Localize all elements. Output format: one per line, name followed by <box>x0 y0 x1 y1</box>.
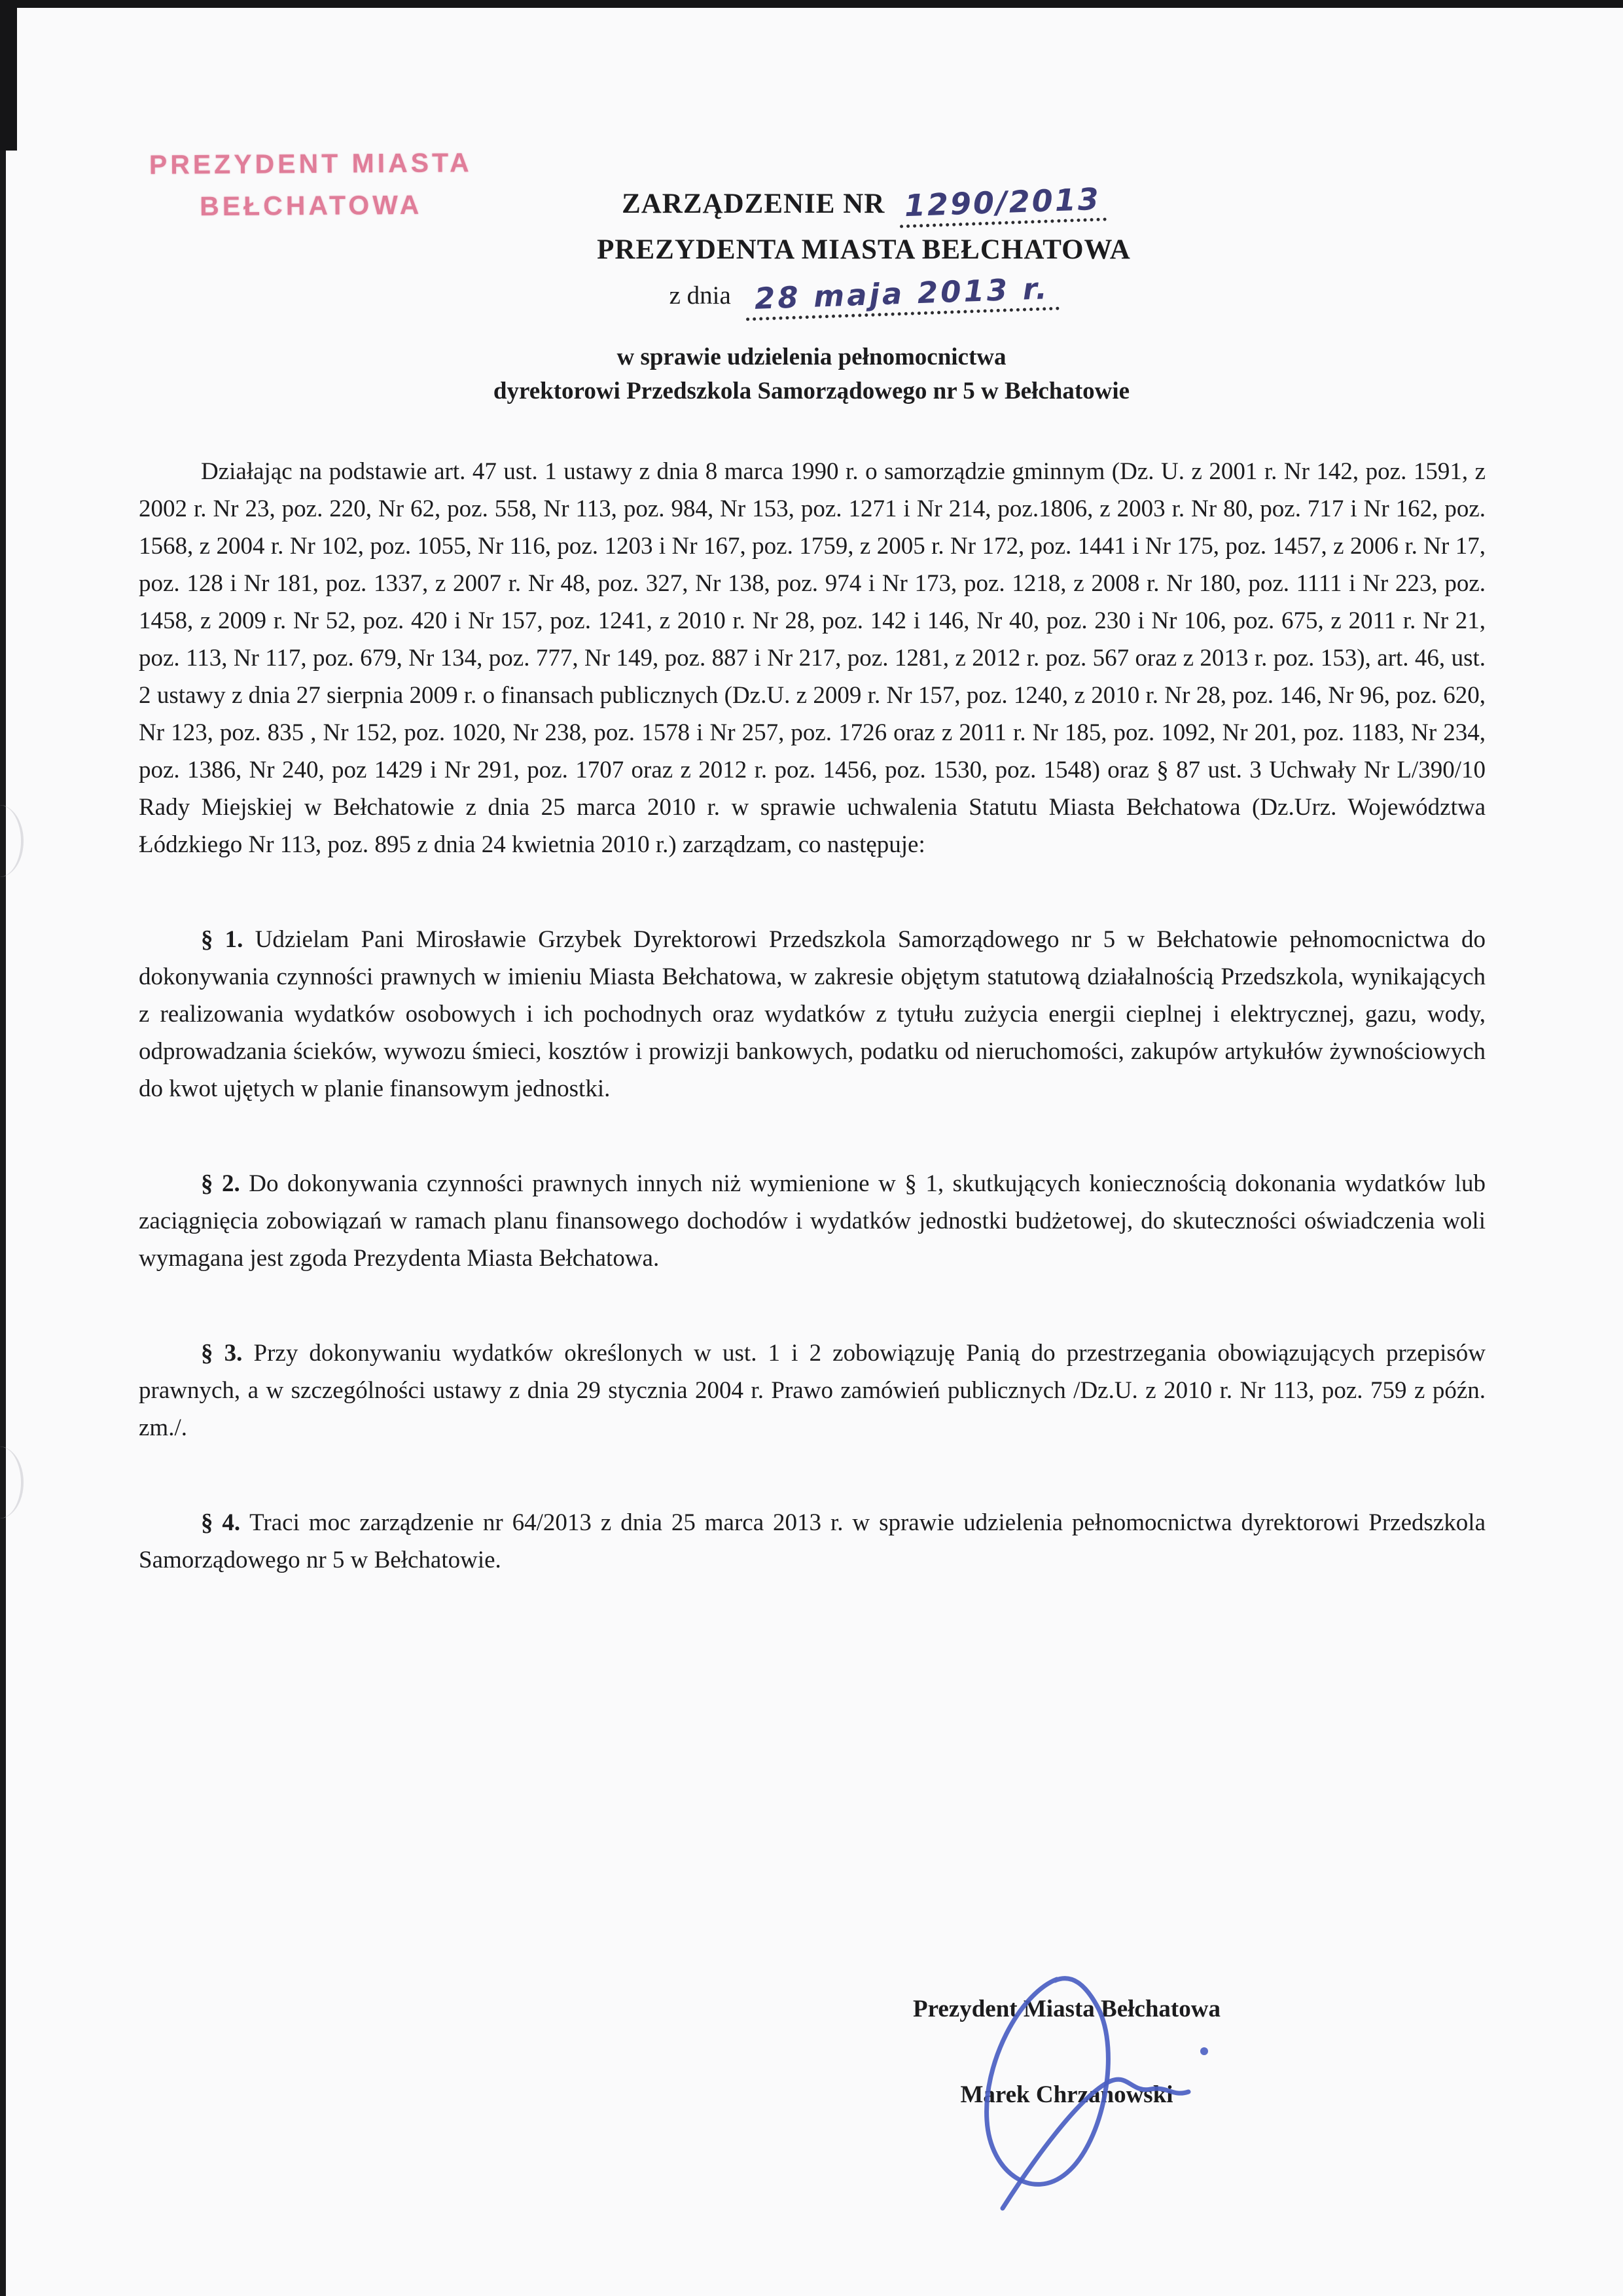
legal-basis-text: Działając na podstawie art. 47 ust. 1 ustawy z dnia 8 marca 1990 r. o samorządzie gminnym (Dz. U. z 2001 r. Nr 142, poz. 1591, z 2002 r. Nr 23, poz. 220, Nr 62, poz. 558, Nr 113, poz. 984, Nr 153, poz. 1271 i Nr 214, poz.1806, z 2003 r. Nr 80, poz. 717 i Nr 162, poz. 1568, z 2004 r. Nr 102, poz. 1055, Nr 116, poz. 1203 i Nr 167, poz. 1759, z 2005 r. Nr 172, poz. 1441 i Nr 175, poz. 1457, z 2006 r. Nr 17, poz. 128 i Nr 181, poz. 1337, z 2007 r. Nr 48, poz. 327, Nr 138, poz. 974 i Nr 173, poz. 1218, z 2008 r. Nr 180, poz. 1111 i Nr 223, poz. 1458, z 2009 r. Nr 52, poz. 420 i Nr 157, poz. 1241, z 2010 r. Nr 28, poz. 142 i 146, Nr 40, poz. 230 i Nr 106, poz. 675, z 2011 r. Nr 21, poz. 113, Nr 117, poz. 679, Nr 134, poz. 777, Nr 149, poz. 887 i Nr 217, poz. 1281, z 2012 r. poz. 567 oraz z 2013 r. poz. 153), art. 46, ust. 2 ustawy z dnia 27 sierpnia 2009 r. o finansach publicznych (Dz.U. z 2009 r. Nr 157, poz. 1240, z 2010 r. Nr 28, poz. 146, Nr 96, poz. 620, Nr 123, poz. 835 , Nr 152, poz. 1020, Nr 238, poz. 1578 i Nr 257, poz. 1726 oraz z 2011 r. Nr 185, poz. 1092, Nr 201, poz. 1183, Nr 234, poz. 1386, Nr 240, poz 1429 i Nr 291, poz. 1707 oraz z 2012 r. poz. 1456, poz. 1530, poz. 1548) oraz § 87 ust. 3 Uchwały Nr L/390/10 Rady Miejskiej w Bełchatowie z dnia 25 marca 2010 r. w sprawie uchwalenia Statutu Miasta Bełchatowa (Dz.Urz. Województwa Łódzkiego Nr 113, poz. 895 z dnia 24 kwietnia 2010 r.) zarządzam, co następuje: <box>139 458 1486 858</box>
signatory-name: Marek Chrzanowski <box>960 2081 1173 2108</box>
subject-line-1: w sprawie udzielenia pełnomocnictwa <box>616 344 1007 370</box>
section-paragraph-4 <box>139 1504 1486 1579</box>
date-prefix: z dnia <box>669 281 731 310</box>
section-text-2: Do dokonywania czynności prawnych innych niż wymienione w § 1, skutkujących koniecznością dokonania wydatków lub zaciągnięcia zobowiązań w ramach planu finansowego dochodów i wydatków jednostki budżetowej, do skuteczności oświadczenia woli wymagana jest zgoda Prezydenta Miasta Bełchatowa. <box>139 1170 1486 1272</box>
issuer-line: PREZYDENTA MIASTA BEŁCHATOWA <box>597 234 1131 265</box>
signatory-title: Prezydent Miasta Bełchatowa <box>913 1996 1221 2022</box>
section-marker-3: § 3. <box>201 1340 243 1367</box>
ordinance-title-prefix: ZARZĄDZENIE NR <box>622 188 885 219</box>
section-text-1: Udzielam Pani Mirosławie Grzybek Dyrektorowi Przedszkola Samorządowego nr 5 w Bełchatowie pełnomocnictwa do dokonywania czynności prawnych w imieniu Miasta Bełchatowa, w zakresie objętym statutową działalnością Przedszkola, wynikających z realizowania wydatków osobowych i ich pochodnych oraz wydatków z tytułu zużycia energii cieplnej i elektrycznej, gazu, wody, odprowadzania ścieków, wywozu śmieci, kosztów i prowizji bankowych, podatku od nieruchomości, zakupów artykułów żywnościowych do kwot ujętych w planie finansowym jednostki. <box>139 926 1486 1102</box>
scan-edge-corner <box>0 0 17 151</box>
date-line <box>288 271 1440 316</box>
scan-edge-top <box>0 0 1623 8</box>
document-header <box>288 181 1440 316</box>
section-paragraph-1 <box>139 921 1486 1107</box>
section-paragraph-3 <box>139 1335 1486 1446</box>
legal-basis-paragraph <box>139 453 1486 863</box>
document-body <box>139 453 1486 1579</box>
signature-block <box>838 1995 1296 2109</box>
section-marker-2: § 2. <box>201 1170 240 1197</box>
scan-artifact-arc <box>0 805 24 877</box>
subject-line-2: dyrektorowi Przedszkola Samorządowego nr 5 w Bełchatowie <box>493 378 1130 404</box>
section-paragraph-2 <box>139 1165 1486 1277</box>
scan-artifact-arc <box>0 1446 24 1518</box>
stamp-line-2: BEŁCHATOWA <box>200 189 423 222</box>
section-text-3: Przy dokonywaniu wydatków określonych w ust. 1 i 2 zobowiązuję Panią do przestrzegania obowiązujących przepisów prawnych, a w szczególności ustawy z dnia 29 stycznia 2004 r. Prawo zamówień publicznych /Dz.U. z 2010 r. Nr 113, poz. 759 z późn. zm./. <box>139 1340 1486 1441</box>
section-text-4: Traci moc zarządzenie nr 64/2013 z dnia 25 marca 2013 r. w sprawie udzielenia pełnomocnictwa dyrektorowi Przedszkola Samorządowego nr 5 w Bełchatowie. <box>139 1509 1486 1573</box>
ordinance-title-line <box>288 181 1440 224</box>
date-handwritten: 28 maja 2013 r. <box>745 271 1060 321</box>
section-marker-1: § 1. <box>201 926 243 953</box>
section-marker-4: § 4. <box>201 1509 241 1536</box>
stamp-line-1: PREZYDENT MIASTA <box>149 147 473 180</box>
ordinance-number-handwritten: 1290/2013 <box>899 181 1107 228</box>
subject-block <box>0 340 1623 408</box>
